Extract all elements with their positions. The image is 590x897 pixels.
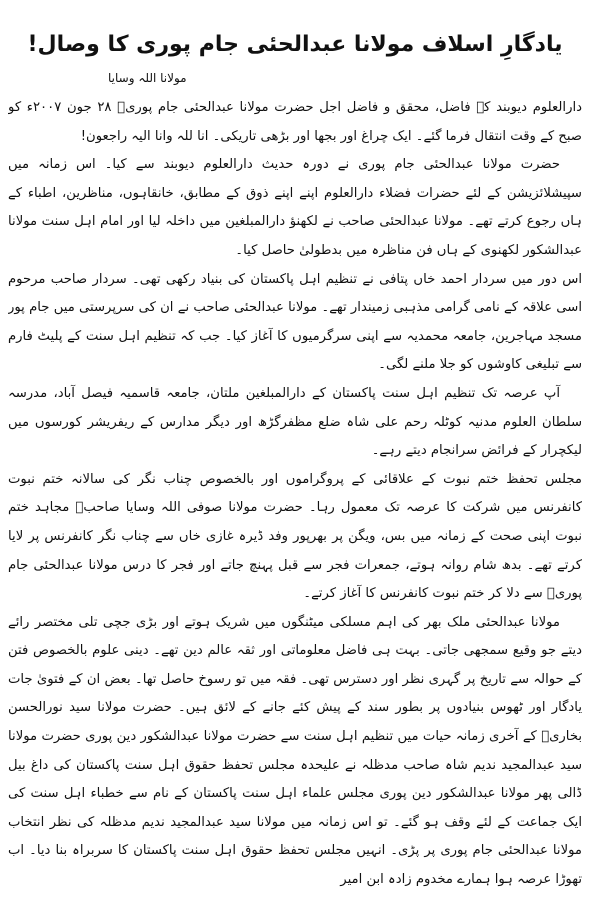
paragraph-3: اس دور میں سردار احمد خاں پتافی نے تنظیم اہل پاکستان کی بنیاد رکھی تھی۔ سردار صاحب مرحوم اسی علاقہ کے نامی گرامی مذہبی زمیندار تھے۔ مولانا عبدالحئی صاحب نے ان کی سرپرستی میں جام پور مسجد مہاجرین، جامعہ محمدیہ سے اپنی سرگرمیوں کا آغاز کیا۔ جب کہ تنظیم اہل سنت کے پلیٹ فارم سے تبلیغی کاوشوں کو جلا ملنے لگی۔ [8,271,582,373]
paragraph-6: مولانا عبدالحئی ملک بھر کی اہم مسلکی میٹنگوں میں شریک ہوتے اور بڑی جچی تلی مختصر رائے دیتے جو وقیع سمجھی جاتی۔ بہت ہی فاضل معلوماتی اور ثقہ عالم دین تھے۔ دینی علوم بالخصوص فتن کے حوالہ سے تاریخ پر گہری نظر اور دسترس تھی۔ فقہ میں تو رسوخ حاصل تھا۔ بعض ان کے فتویٰ جات یادگار اور ٹھوس بنیادوں پر بطور سند کے پیش کئے جانے کے لائق ہیں۔ حضرت مولانا سید نورالحسن بخاریؒ کے آخری زمانہ حیات میں تنظیم اہل سنت سے حضرت مولانا عبدالشکور دین پوری حضرت مولانا سید عبدالمجید ندیم شاہ صاحب مدظلہ نے علیحدہ مجلس تحفظ حقوق اہل سنت پاکستان کی داغ بیل ڈالی پھر مولانا عبدالشکور دین پوری مجلس علماء اہل سنت پاکستان کے نام سے خطباء اہل سنت کی ایک جماعت کے لئے وقف ہو گئے۔ تو اس زمانہ میں مولانا سید عبدالمجید ندیم مدظلہ کی نظر انتخاب مولانا عبدالحئی جام پوری پر پڑی۔ انہیں مجلس تحفظ حقوق اہل سنت پاکستان کا سربراہ بنا دیا۔ اب تھوڑا عرصہ ہوا ہمارے مخدوم زادہ ابن امیر [8,614,582,888]
paragraph-2: حضرت مولانا عبدالحئی جام پوری نے دورہ حدیث دارالعلوم دیوبند سے کیا۔ اس زمانہ میں سپیشلائزیشن کے لئے حضرات فضلاء دارالعلوم اپنے اپنے ذوق کے مطابق، خانقاہوں، مناظرین، اطباء کے ہاں رجوع کرتے تھے۔ مولانا عبدالحئی صاحب نے لکھنؤ دارالمبلغین میں داخلہ لیا اور امام اہل سنت مولانا عبدالشکور لکھنوی کے ہاں فن مناظرہ میں بدطولیٰ حاصل کیا۔ [8,157,582,258]
paragraph-4: آپ عرصہ تک تنظیم اہل سنت پاکستان کے دارالمبلغین ملتان، جامعہ قاسمیہ فیصل آباد، مدرسہ سلطان العلوم مدنیہ کوٹلہ رحم علی شاہ ضلع مظفرگڑھ اور دیگر مدارس کے ریفریشر کورسوں میں لیکچرار کے فرائض سرانجام دیتے رہے۔ [8,385,582,459]
article-title: یادگارِ اسلاف مولانا عبدالحئی جام پوری کا وصال! [27,32,563,57]
paragraph-1: دارالعلوم دیوبند کے فاضل، محقق و فاضل اجل حضرت مولانا عبدالحئی جام پوریؒ ۲۸ جون ۲۰۰۷ء کو صبح کے وقت انتقال فرما گئے۔ ایک چراغ اور بجھا اور بڑھی تاریکی۔ انا للہ وانا الیہ راجعون! [8,100,582,144]
article-page [8,0,582,897]
article-author: مولانا اللہ وسایا [108,71,187,85]
paragraph-5: مجلس تحفظ ختم نبوت کے علاقائی کے پروگراموں اور بالخصوص چناب نگر کی سالانہ ختم نبوت کانفرنس میں شرکت کا عرصہ تک معمول رہا۔ حضرت مولانا صوفی اللہ وسایا صاحبؒ مجاہد ختم نبوت اپنی صحت کے زمانہ میں بس، ویگن پر بھرپور وفد ڈیرہ غازی خاں سے چناب نگر کانفرنس پر لایا کرتے تھے۔ بدھ شام روانہ ہوتے، جمعرات فجر سے قبل پہنچ جاتے اور فجر کا درس مولانا عبدالحئی جام پوریؒ سے دلا کر ختم نبوت کانفرنس کا آغاز کرتے۔ [8,471,582,602]
